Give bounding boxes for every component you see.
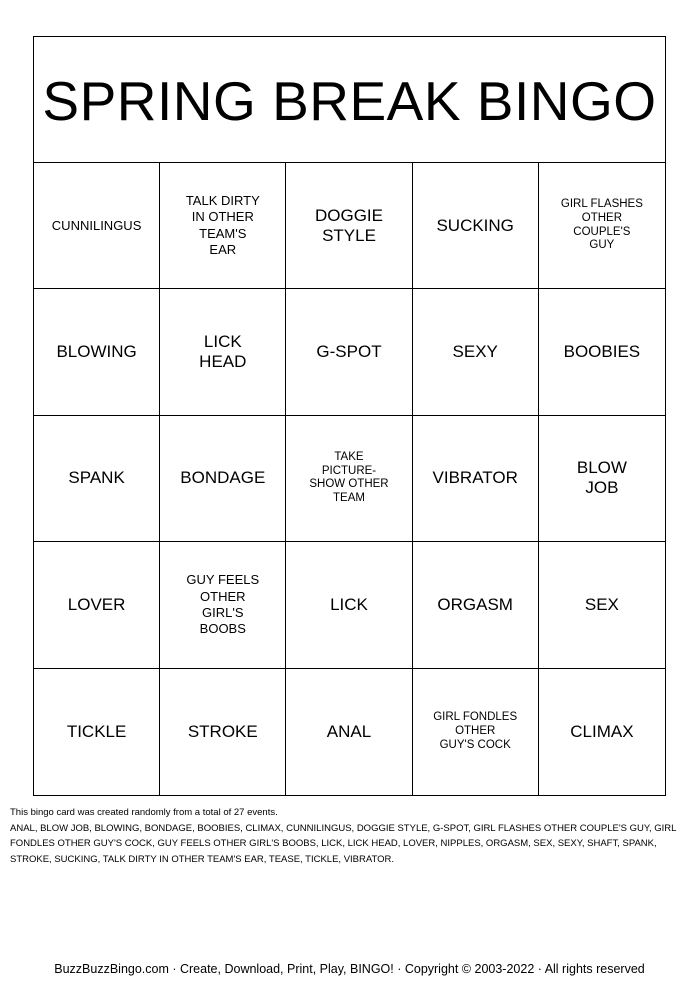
- bingo-cell: LICK: [286, 542, 412, 668]
- bingo-cell: ANAL: [286, 669, 412, 795]
- bingo-cell: GIRL FLASHES OTHER COUPLE'S GUY: [539, 163, 665, 289]
- footer-text: BuzzBuzzBingo.com · Create, Download, Print, Play, BINGO! · Copyright © 2003-2022 · All rights reserved: [54, 962, 645, 976]
- bingo-cell: ORGASM: [413, 542, 539, 668]
- bingo-cell: LICK HEAD: [160, 289, 286, 415]
- bingo-cell: BONDAGE: [160, 416, 286, 542]
- events-list: ANAL, BLOW JOB, BLOWING, BONDAGE, BOOBIES, CLIMAX, CUNNILINGUS, DOGGIE STYLE, G-SPOT, GIRL FLASHES OTHER COUPLE'S GUY, GIRL FONDLES OTHER GUY'S COCK, GUY FEELS OTHER GIRL'S BOOBS, LICK, LICK HEAD, LOVER, NIPPLES, ORGASM, SEX, SEXY, SHAFT, SPANK, STROKE, SUCKING, TALK DIRTY IN OTHER TEAM'S EAR, TEASE, TICKLE, VIBRATOR.: [10, 822, 677, 865]
- bingo-cell: BLOW JOB: [539, 416, 665, 542]
- bingo-cell: DOGGIE STYLE: [286, 163, 412, 289]
- bingo-cell: G-SPOT: [286, 289, 412, 415]
- bingo-cell: GIRL FONDLES OTHER GUY'S COCK: [413, 669, 539, 795]
- bingo-cell: BLOWING: [34, 289, 160, 415]
- bingo-cell: SEX: [539, 542, 665, 668]
- bingo-cell: CLIMAX: [570, 721, 634, 741]
- bingo-grid: [34, 163, 665, 795]
- card-title: SPRING BREAK BINGO: [34, 37, 665, 163]
- card-info: [10, 805, 695, 867]
- bingo-cell: SEXY: [413, 289, 539, 415]
- bingo-cell: TALK DIRTY IN OTHER TEAM'S EAR: [160, 163, 286, 289]
- bingo-cell: SPANK: [34, 416, 160, 542]
- bingo-cell: GUY FEELS OTHER GIRL'S BOOBS: [160, 542, 286, 668]
- bingo-cell: VIBRATOR: [413, 416, 539, 542]
- bingo-cell: CUNNILINGUS: [34, 163, 160, 289]
- bingo-cell: LOVER: [34, 542, 160, 668]
- bingo-cell: SUCKING: [413, 163, 539, 289]
- bingo-cell: STROKE: [160, 669, 286, 795]
- bingo-cell: BOOBIES: [539, 289, 665, 415]
- events-summary: This bingo card was created randomly from a total of 27 events.: [10, 807, 278, 818]
- bingo-cell: TAKE PICTURE- SHOW OTHER TEAM: [286, 416, 412, 542]
- bingo-cell: TICKLE: [34, 669, 160, 795]
- bingo-card: [33, 36, 666, 796]
